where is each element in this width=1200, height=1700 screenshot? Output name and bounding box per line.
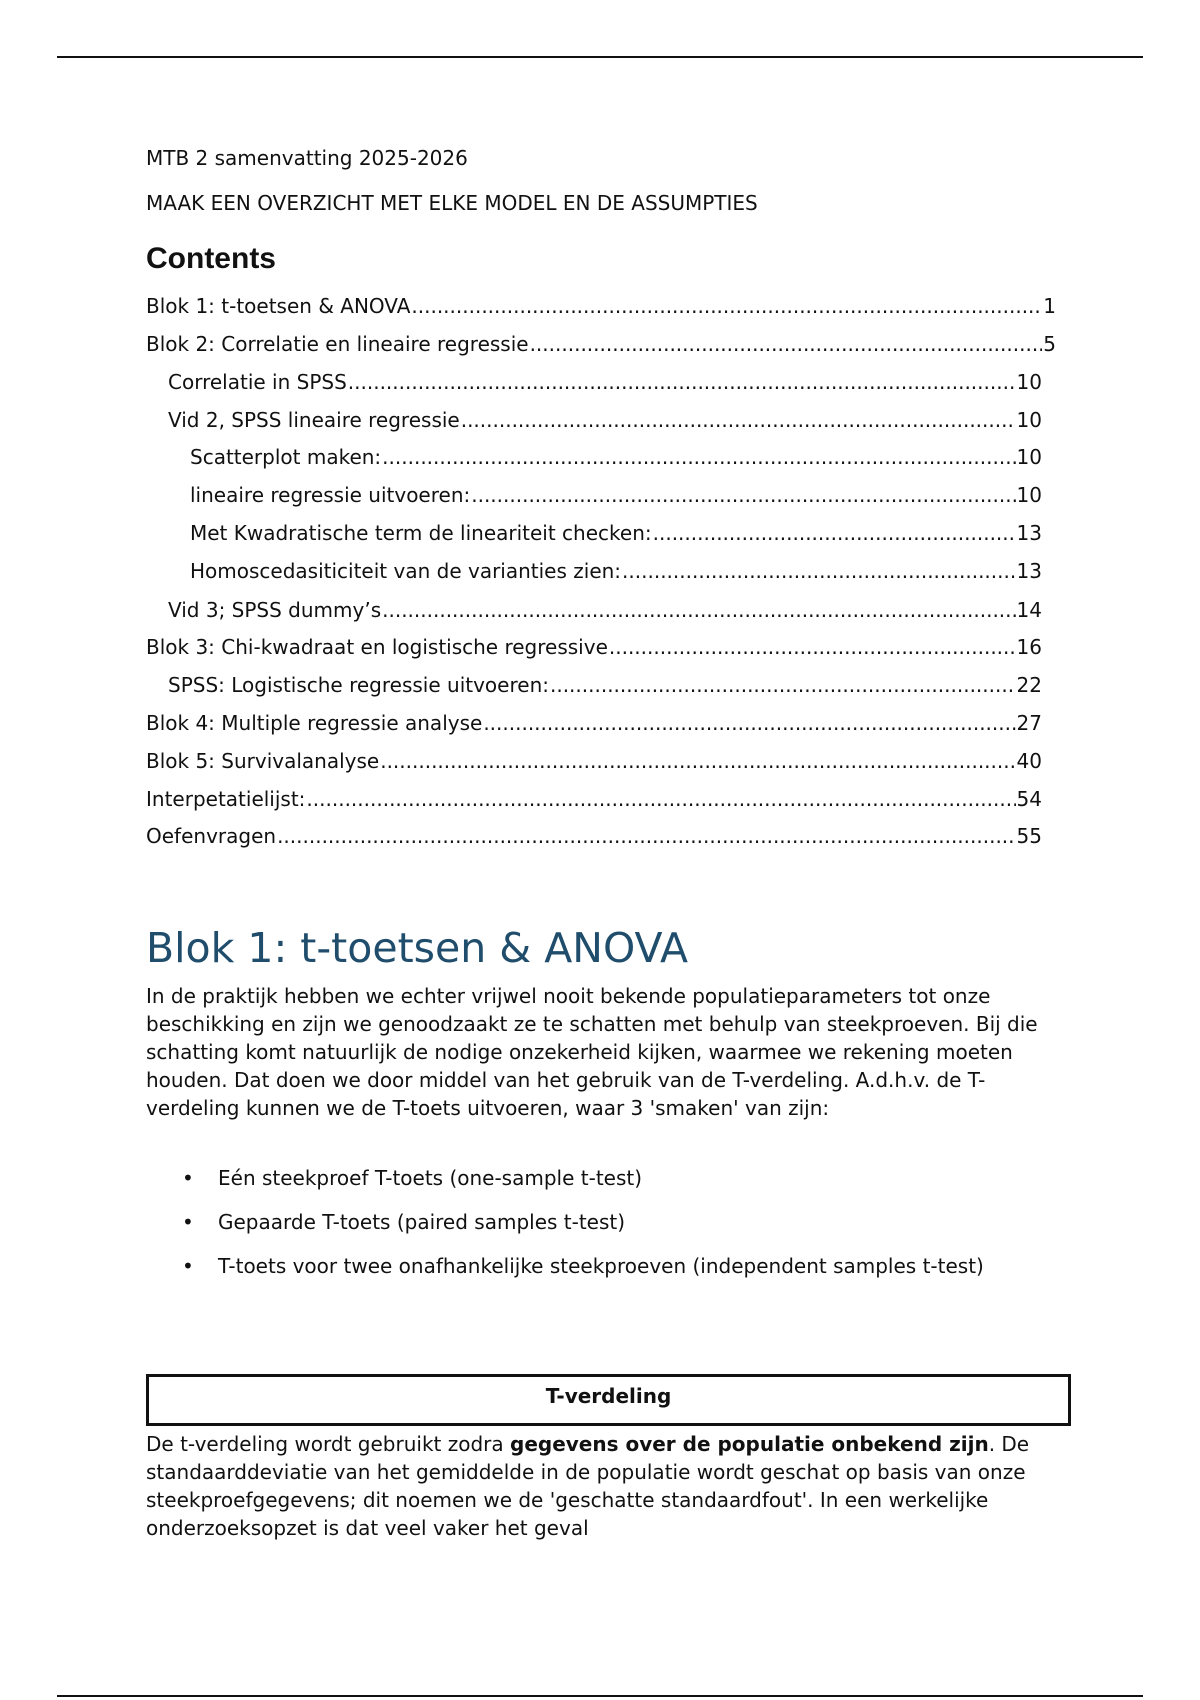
- header-rule: [57, 56, 1143, 58]
- toc-dot-leader: [483, 709, 1015, 737]
- list-item: [146, 1253, 1056, 1279]
- toc-dot-leader: [622, 557, 1016, 585]
- toc-entry-label: Scatterplot maken:: [190, 445, 382, 469]
- toc-entry[interactable]: [146, 747, 1042, 775]
- footer-rule: [57, 1695, 1143, 1697]
- toc-entry-label: SPSS: Logistische regressie uitvoeren:: [168, 673, 549, 697]
- toc-entry-page: 5: [1043, 332, 1056, 356]
- toc-entry-page: 10: [1016, 483, 1042, 507]
- toc-entry-page: 10: [1016, 408, 1042, 432]
- toc-entry-page: 13: [1016, 559, 1042, 583]
- toc-entry-label: Interpetatielijst:: [146, 787, 306, 811]
- paragraph-bold: gegevens over de populatie onbekend zijn: [510, 1432, 989, 1456]
- toc-dot-leader: [530, 330, 1043, 358]
- toc-entry-page: 22: [1016, 673, 1042, 697]
- toc-entry-label: Blok 2: Correlatie en lineaire regressie: [146, 332, 529, 356]
- toc-dot-leader: [411, 292, 1042, 320]
- toc-entry-label: Blok 1: t-toetsen & ANOVA: [146, 294, 411, 318]
- toc-entry-page: 40: [1016, 749, 1042, 773]
- toc-entry-label: Blok 3: Chi-kwadraat en logistische regressive: [146, 635, 608, 659]
- toc-entry[interactable]: [146, 292, 1056, 320]
- toc-entry-page: 10: [1016, 370, 1042, 394]
- document-subtitle: MAAK EEN OVERZICHT MET ELKE MODEL EN DE ASSUMPTIES: [146, 191, 758, 215]
- toc-dot-leader: [461, 406, 1016, 434]
- paragraph-start: De t-verdeling wordt gebruikt zodra: [146, 1432, 510, 1456]
- toc-entry-page: 10: [1016, 445, 1042, 469]
- toc-dot-leader: [471, 481, 1015, 509]
- callout-box-title: T-verdeling: [545, 1384, 672, 1408]
- toc-entry[interactable]: [190, 481, 1042, 509]
- toc-entry-page: 14: [1016, 598, 1042, 622]
- toc-entry-label: Vid 2, SPSS lineaire regressie: [168, 408, 460, 432]
- toc-dot-leader: [609, 633, 1016, 661]
- bullet-dot-icon: •: [182, 1166, 194, 1190]
- list-item-text: Eén steekproef T-toets (one-sample t-test): [218, 1166, 643, 1190]
- toc-entry-page: 55: [1016, 824, 1042, 848]
- toc-entry[interactable]: [168, 368, 1042, 396]
- toc-dot-leader: [277, 822, 1015, 850]
- paragraph-rest: . De standaarddeviatie van het gemiddelde in de populatie wordt geschat op basis van onze steekproefgegevens; dit noemen we de 'geschatte standaardfout'. In een werkelijke onderzoeksopzet is dat veel vaker het geval: [146, 1432, 1030, 1540]
- list-item-text: Gepaarde T-toets (paired samples t-test): [218, 1210, 626, 1234]
- toc-entry[interactable]: [146, 330, 1056, 358]
- toc-entry-label: Correlatie in SPSS: [168, 370, 347, 394]
- list-item: [146, 1165, 1056, 1191]
- toc-entry-page: 13: [1016, 521, 1042, 545]
- toc-dot-leader: [380, 747, 1015, 775]
- toc-entry[interactable]: [168, 596, 1042, 624]
- toc-dot-leader: [550, 671, 1016, 699]
- toc-entry[interactable]: [146, 785, 1042, 813]
- toc-entry-page: 1: [1043, 294, 1056, 318]
- toc-entry[interactable]: [146, 822, 1042, 850]
- toc-entry[interactable]: [168, 671, 1042, 699]
- callout-box: [146, 1374, 1071, 1426]
- toc-entry-page: 27: [1016, 711, 1042, 735]
- toc-entry[interactable]: [190, 519, 1042, 547]
- toc-entry-label: Met Kwadratische term de lineariteit checken:: [190, 521, 652, 545]
- t-verdeling-paragraph: [146, 1430, 1056, 1542]
- document-title: MTB 2 samenvatting 2025-2026: [146, 146, 468, 170]
- toc-entry-label: Oefenvragen: [146, 824, 277, 848]
- section-heading: Blok 1: t-toetsen & ANOVA: [146, 924, 688, 972]
- toc-entry-page: 54: [1016, 787, 1042, 811]
- toc-dot-leader: [306, 785, 1015, 813]
- toc-dot-leader: [348, 368, 1016, 396]
- list-item: [146, 1209, 1056, 1235]
- toc-dot-leader: [653, 519, 1016, 547]
- toc-entry[interactable]: [190, 557, 1042, 585]
- toc-entry[interactable]: [146, 633, 1042, 661]
- toc-heading: Contents: [146, 242, 276, 275]
- toc-entry-label: Homoscedasiticiteit van de varianties zien:: [190, 559, 622, 583]
- toc-dot-leader: [382, 596, 1015, 624]
- toc-entry[interactable]: [168, 406, 1042, 434]
- toc-entry-label: Vid 3; SPSS dummy’s: [168, 598, 382, 622]
- section-paragraph: In de praktijk hebben we echter vrijwel nooit bekende populatieparameters tot onze beschikking en zijn we genoodzaakt ze te schatten met behulp van steekproeven. Bij die schatting komt natuurlijk de nodige onzekerheid kijken, waarmee we rekening moeten houden. Dat doen we door middel van het gebruik van de T-verdeling. A.d.h.v. de T-verdeling kunnen we de T-toets uitvoeren, waar 3 'smaken' van zijn:: [146, 984, 1038, 1120]
- toc-entry-label: Blok 4: Multiple regressie analyse: [146, 711, 483, 735]
- toc-entry[interactable]: [190, 443, 1042, 471]
- list-item-text: T-toets voor twee onafhankelijke steekproeven (independent samples t-test): [218, 1254, 984, 1278]
- toc-entry-page: 16: [1016, 635, 1042, 659]
- toc-dot-leader: [382, 443, 1015, 471]
- toc-entry[interactable]: [146, 709, 1042, 737]
- toc-entry-label: Blok 5: Survivalanalyse: [146, 749, 380, 773]
- bullet-dot-icon: •: [182, 1254, 194, 1278]
- bullet-dot-icon: •: [182, 1210, 194, 1234]
- toc-entry-label: lineaire regressie uitvoeren:: [190, 483, 471, 507]
